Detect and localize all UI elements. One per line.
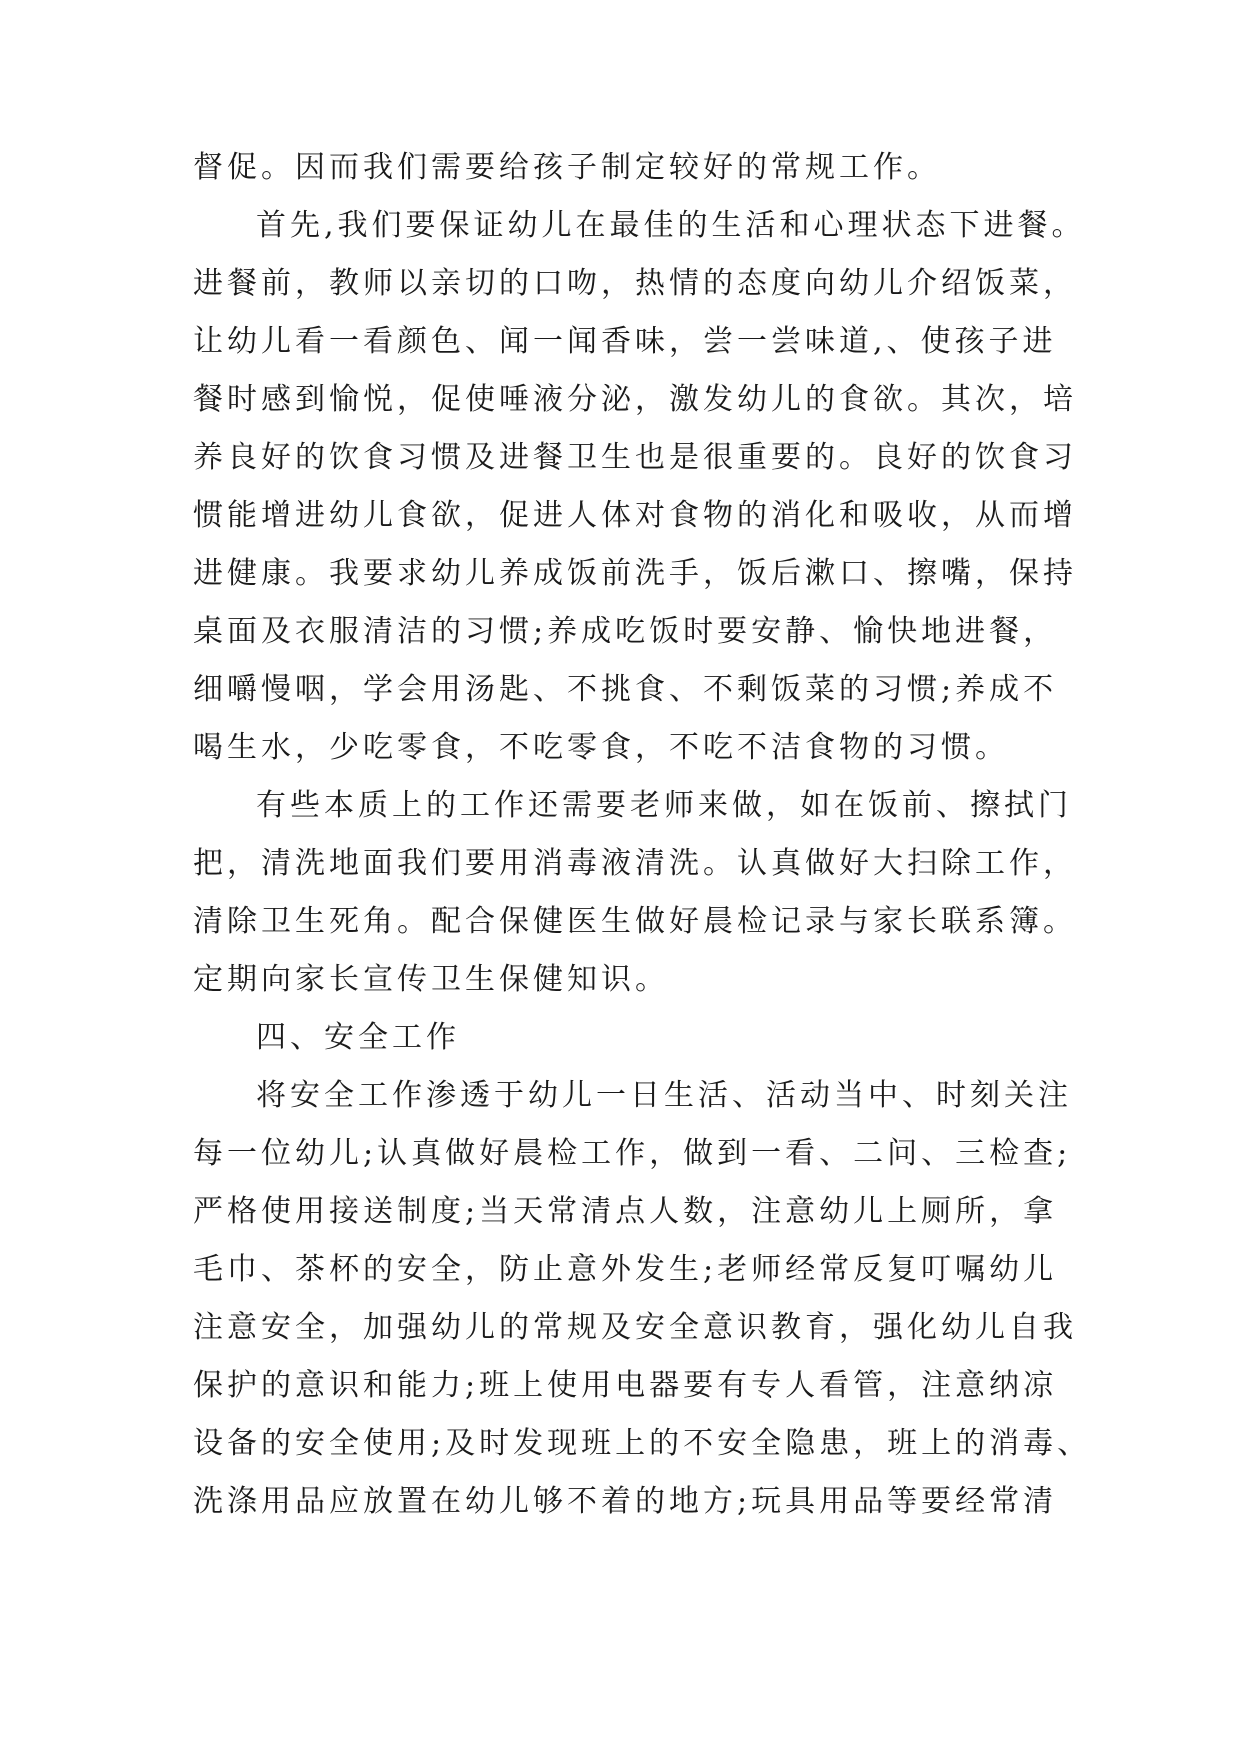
text-line: 督促。因而我们需要给孩子制定较好的常规工作。 (193, 150, 941, 185)
paragraph-start-line: 首先,我们要保证幼儿在最佳的生活和心理状态下进餐。 (256, 208, 1086, 243)
text-line: 保护的意识和能力;班上使用电器要有专人看管，注意纳凉 (193, 1368, 1058, 1403)
text-line: 清除卫生死角。配合保健医生做好晨检记录与家长联系簿。 (193, 904, 1077, 939)
text-line: 让幼儿看一看颜色、闻一闻香味，尝一尝味道,、使孩子进 (193, 324, 1057, 359)
text-line: 进餐前，教师以亲切的口吻，热情的态度向幼儿介绍饭菜， (193, 266, 1077, 301)
text-line: 每一位幼儿;认真做好晨检工作，做到一看、二问、三检查; (193, 1136, 1072, 1171)
text-line: 毛巾、茶杯的安全，防止意外发生;老师经常反复叮嘱幼儿 (193, 1252, 1058, 1287)
text-line: 惯能增进幼儿食欲，促进人体对食物的消化和吸收，从而增 (193, 498, 1077, 533)
section-heading: 四、安全工作 (256, 1020, 460, 1055)
text-line: 设备的安全使用;及时发现班上的不安全隐患，班上的消毒、 (193, 1426, 1092, 1461)
text-line: 桌面及衣服清洁的习惯;养成吃饭时要安静、愉快地进餐， (193, 614, 1058, 649)
text-line: 洗涤用品应放置在幼儿够不着的地方;玩具用品等要经常清 (193, 1484, 1058, 1519)
text-line: 定期向家长宣传卫生保健知识。 (193, 962, 669, 997)
paragraph-start-line: 有些本质上的工作还需要老师来做，如在饭前、擦拭门 (256, 788, 1072, 823)
text-line: 细嚼慢咽，学会用汤匙、不挑食、不剩饭菜的习惯;养成不 (193, 672, 1058, 707)
text-line: 餐时感到愉悦，促使唾液分泌，激发幼儿的食欲。其次，培 (193, 382, 1077, 417)
text-line: 把，清洗地面我们要用消毒液清洗。认真做好大扫除工作， (193, 846, 1077, 881)
text-line: 注意安全，加强幼儿的常规及安全意识教育，强化幼儿自我 (193, 1310, 1077, 1345)
text-line: 进健康。我要求幼儿养成饭前洗手，饭后漱口、擦嘴，保持 (193, 556, 1077, 591)
text-line: 养良好的饮食习惯及进餐卫生也是很重要的。良好的饮食习 (193, 440, 1077, 475)
text-line: 喝生水，少吃零食，不吃零食，不吃不洁食物的习惯。 (193, 730, 1009, 765)
text-line: 严格使用接送制度;当天常清点人数，注意幼儿上厕所，拿 (193, 1194, 1058, 1229)
paragraph-start-line: 将安全工作渗透于幼儿一日生活、活动当中、时刻关注 (256, 1078, 1072, 1113)
